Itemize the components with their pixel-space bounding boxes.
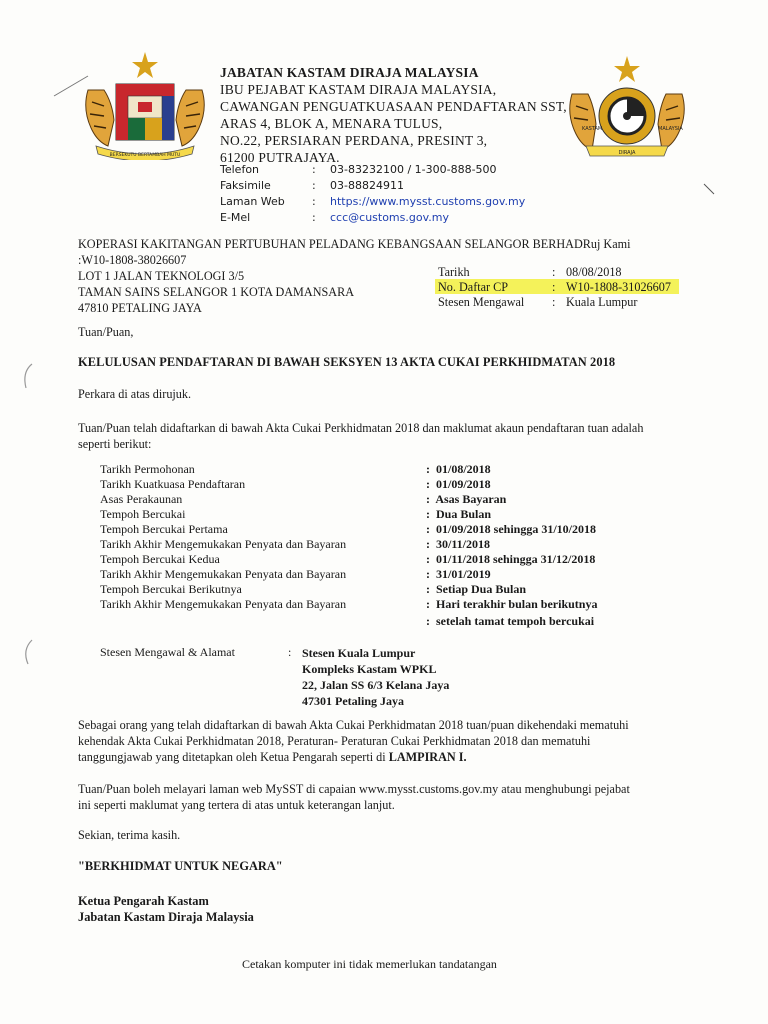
paragraph-line: Sebagai orang yang telah didaftarkan di bawah Akta Cukai Perkhidmatan 2018 tuan/puan dikehendaki mematuhi xyxy=(78,718,629,732)
date-value: 08/08/2018 xyxy=(566,265,622,279)
contact-row: Faksimile : 03-88824911 xyxy=(220,179,404,192)
detail-value: 30/11/2018 xyxy=(436,537,491,551)
detail-value: 01/11/2018 sehingga 31/12/2018 xyxy=(436,552,596,566)
letterhead xyxy=(220,64,567,166)
detail-value: Dua Bulan xyxy=(436,507,492,521)
recipient-line: 47810 PETALING JAYA xyxy=(78,301,202,315)
registration-details: Tarikh Permohonan Tarikh Kuatkuasa Pendaftaran Asas Perakaunan Tempoh Bercukai Tempoh Bercukai Pertama Tarikh Akhir Mengemukakan Penyata dan Bayaran Tempoh Bercukai Kedua Tarikh Akhir Mengemukakan Penyata dan Bayaran Tempoh Bercukai Berikutnya Tarikh Akhir Mengemukakan Penyata dan Bayaran : 01/08/2018 : 01/09/2018 : Asas Bayaran : Dua Bulan : 01/09/2018 sehingga 31/10/2018 : 30/11/2018 : 01/11/2018 sehingga 31/12/2018 : 31/01/2019 : Setiap Dua Bulan : Hari terakhir bulan berikutnya : setelah tamat tempoh bercukai xyxy=(100,462,598,628)
emblem-label-left: KASTAM xyxy=(582,126,603,132)
contact-block xyxy=(220,162,560,226)
detail-value: Hari terakhir bulan berikutnya xyxy=(436,597,598,611)
detail-value-continuation: setelah tamat tempoh bercukai xyxy=(436,614,595,628)
address-line: 61200 PUTRAJAYA. xyxy=(220,150,340,165)
scan-mark-tick xyxy=(700,180,720,200)
paragraph-line xyxy=(78,749,758,765)
subject-heading: KELULUSAN PENDAFTARAN DI BAWAH SEKSYEN 13 AKTA CUKAI PERKHIDMATAN 2018 xyxy=(78,355,616,369)
address-line: NO.22, PERSIARAN PERDANA, PRESINT 3, xyxy=(220,133,488,148)
detail-label: Tarikh Akhir Mengemukakan Penyata dan Bayaran xyxy=(100,537,347,551)
detail-label: Tempoh Bercukai Berikutnya xyxy=(100,582,242,596)
emblem-label-right: MALAYSIA xyxy=(658,126,683,132)
appendix-reference: LAMPIRAN I. xyxy=(388,750,467,764)
reference-paragraph: Perkara di atas dirujuk. xyxy=(78,387,192,401)
paragraph-line: kehendak Akta Cukai Perkhidmatan 2018, Peraturan- Peraturan Cukai Perkhidmatan 2018 dan mematuhi xyxy=(78,734,591,748)
station-address-line: 22, Jalan SS 6/3 Kelana Jaya xyxy=(302,678,450,692)
fax-value: 03-88824911 xyxy=(330,179,404,192)
recipient-line: TAMAN SAINS SELANGOR 1 KOTA DAMANSARA xyxy=(78,285,355,299)
address-line: IBU PEJABAT KASTAM DIRAJA MALAYSIA, xyxy=(220,82,497,97)
motto: "BERKHIDMAT UNTUK NEGARA" xyxy=(78,859,283,873)
intro-line: Tuan/Puan telah didaftarkan di bawah Akta Cukai Perkhidmatan 2018 dan maklumat akaun pendaftaran tuan adalah xyxy=(78,421,644,435)
phone-value: 03-83232100 / 1-300-888-500 xyxy=(330,163,497,176)
detail-value: 01/09/2018 sehingga 31/10/2018 xyxy=(436,522,597,536)
contact-row: Telefon : 03-83232100 / 1-300-888-500 xyxy=(220,163,497,176)
signatory-block xyxy=(78,893,254,925)
recipient-line: LOT 1 JALAN TEKNOLOGI 3/5 xyxy=(78,269,245,283)
website-link[interactable]: https://www.mysst.customs.gov.my xyxy=(330,195,526,208)
reference-block xyxy=(438,264,758,309)
detail-label: Tempoh Bercukai xyxy=(100,507,186,521)
scan-mark-bracket xyxy=(18,362,38,392)
salutation: Tuan/Puan, xyxy=(78,325,134,339)
detail-value: 01/08/2018 xyxy=(436,462,491,476)
coat-of-arms-emblem xyxy=(78,50,212,160)
intro-line: seperti berikut: xyxy=(78,437,152,451)
station-address-line: Stesen Kuala Lumpur xyxy=(302,646,416,660)
contact-label: Laman Web xyxy=(220,195,285,208)
emblem-ribbon-text: BERSEKUTU BERTAMBAH MUTU xyxy=(109,153,181,158)
recipient-line: KOPERASI KAKITANGAN PERTUBUHAN PELADANG KEBANGSAAN SELANGOR BERHADRuj Kami xyxy=(78,237,631,251)
detail-value: Asas Bayaran xyxy=(435,492,507,506)
contact-label: Faksimile xyxy=(220,179,271,192)
intro-paragraph xyxy=(78,420,758,452)
signatory-department: Jabatan Kastam Diraja Malaysia xyxy=(78,910,254,924)
station-label: Stesen Mengawal & Alamat xyxy=(100,645,235,659)
emblem-label-bottom: DIRAJA xyxy=(618,150,636,156)
detail-label: Tarikh Akhir Mengemukakan Penyata dan Bayaran xyxy=(100,597,347,611)
detail-label: Asas Perakaunan xyxy=(100,492,183,506)
contact-label: E-Mel xyxy=(220,211,251,224)
detail-value: 31/01/2019 xyxy=(436,567,491,581)
station-address xyxy=(302,645,449,709)
contact-label: Telefon xyxy=(220,163,260,176)
station-value: Kuala Lumpur xyxy=(566,295,638,309)
email-link[interactable]: ccc@customs.gov.my xyxy=(330,211,449,224)
registration-number: W10-1808-31026607 xyxy=(566,280,671,294)
detail-label: Tarikh Kuatkuasa Pendaftaran xyxy=(100,477,246,491)
scan-mark-bracket xyxy=(18,638,38,668)
station-address-line: Kompleks Kastam WPKL xyxy=(302,662,437,676)
contact-row: Laman Web : https://www.mysst.customs.gov.my xyxy=(220,195,526,208)
compliance-paragraph xyxy=(78,717,758,765)
closing-text: Sekian, terima kasih. xyxy=(78,828,181,842)
detail-label: Tempoh Bercukai Kedua xyxy=(100,552,220,566)
ref-label: No. Daftar CP xyxy=(438,280,509,294)
detail-label: Tarikh Akhir Mengemukakan Penyata dan Bayaran xyxy=(100,567,347,581)
ref-label: Stesen Mengawal xyxy=(438,295,525,309)
detail-value: Setiap Dua Bulan xyxy=(436,582,527,596)
signatory-title: Ketua Pengarah Kastam xyxy=(78,894,209,908)
ref-label: Tarikh xyxy=(438,265,470,279)
address-line: CAWANGAN PENGUATKUASAAN PENDAFTARAN SST, xyxy=(220,99,567,114)
recipient-line: :W10-1808-38026607 xyxy=(78,253,187,267)
paragraph-line: Tuan/Puan boleh melayari laman web MySST di capaian www.mysst.customs.gov.my atau menghubungi pejabat xyxy=(78,782,630,796)
detail-label: Tempoh Bercukai Pertama xyxy=(100,522,228,536)
detail-label: Tarikh Permohonan xyxy=(100,462,195,476)
address-line: ARAS 4, BLOK A, MENARA TULUS, xyxy=(220,116,443,131)
station-address-line: 47301 Petaling Jaya xyxy=(302,694,404,708)
footer-note: Cetakan komputer ini tidak memerlukan tandatangan xyxy=(242,957,497,971)
ref-row: Stesen Mengawal : Kuala Lumpur xyxy=(438,295,638,309)
ref-row: Tarikh : 08/08/2018 xyxy=(438,265,622,279)
detail-value: 01/09/2018 xyxy=(436,477,491,491)
ref-row: No. Daftar CP : W10-1808-31026607 xyxy=(438,279,758,294)
contact-paragraph xyxy=(78,781,758,813)
customs-logo-emblem xyxy=(560,54,694,164)
contact-row: E-Mel : ccc@customs.gov.my xyxy=(220,211,449,224)
paragraph-line: ini seperti maklumat yang tertera di atas untuk keterangan lanjut. xyxy=(78,798,395,812)
paragraph-text: tanggungjawab yang ditetapkan oleh Ketua Pengarah seperti di xyxy=(78,750,389,764)
org-name: JABATAN KASTAM DIRAJA MALAYSIA xyxy=(220,65,479,80)
